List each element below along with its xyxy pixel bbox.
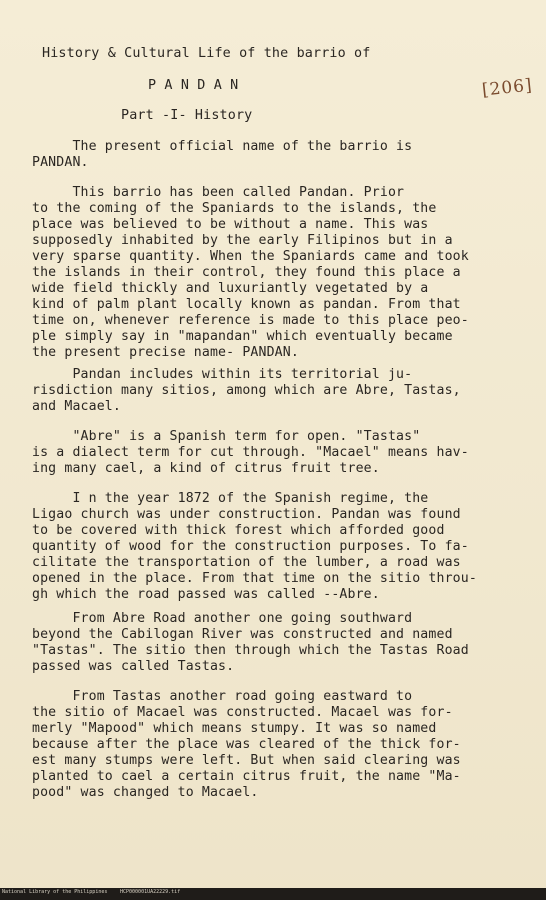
text-line: beyond the Cabilogan River was constructed and named [32,627,453,642]
text-line: place was believed to be without a name. This was [32,217,429,232]
text-line: to be covered with thick forest which afforded good [32,523,445,538]
text-line: gh which the road passed was called --Abre. [32,587,380,602]
text-line: "Tastas". The sitio then through which the Tastas Road [32,643,469,658]
handwritten-page-number: [206] [481,75,534,101]
text-line: merly "Mapood" which means stumpy. It was so named [32,721,437,736]
text-line: passed was called Tastas. [32,659,235,674]
text-line: cilitate the transportation of the lumber, a road was [32,555,461,570]
footer-source: National Library of the Philippines [2,889,108,895]
text-line: From Tastas another road going eastward to [32,689,413,704]
text-line: wide field thickly and luxuriantly vegetated by a [32,281,429,296]
document-heading: History & Cultural Life of the barrio of [42,46,371,61]
text-line: and Macael. [32,399,121,414]
text-line: ing many cael, a kind of citrus fruit tree. [32,461,380,476]
text-line: "Abre" is a Spanish term for open. "Tastas" [32,429,421,444]
text-line: risdiction many sitios, among which are Abre, Tastas, [32,383,461,398]
text-line: very sparse quantity. When the Spaniards came and took [32,249,469,264]
barrio-name: P A N D A N [148,78,239,93]
text-line: the islands in their control, they found this place a [32,265,461,280]
footer-filename: HCP000001UA22229.tif [120,889,181,895]
text-line: I n the year 1872 of the Spanish regime, the [32,491,429,506]
text-line: From Abre Road another one going southward [32,611,413,626]
part-heading: Part -I- History [121,108,253,123]
text-line: quantity of wood for the construction purposes. To fa- [32,539,469,554]
text-line: opened in the place. From that time on the sitio throu- [32,571,477,586]
text-line: The present official name of the barrio is [32,139,413,154]
text-line: is a dialect term for cut through. "Macael" means hav- [32,445,469,460]
text-line: supposedly inhabited by the early Filipinos but in a [32,233,453,248]
text-line: to the coming of the Spaniards to the islands, the [32,201,437,216]
text-line: Ligao church was under construction. Pandan was found [32,507,461,522]
text-line: because after the place was cleared of the thick for- [32,737,461,752]
text-line: pood" was changed to Macael. [32,785,259,800]
text-line: est many stumps were left. But when said clearing was [32,753,461,768]
text-line: ple simply say in "mapandan" which eventually became [32,329,453,344]
text-line: kind of palm plant locally known as pandan. From that [32,297,461,312]
scan-footer [0,888,546,900]
text-line: the present precise name- PANDAN. [32,345,299,360]
text-line: time on, whenever reference is made to this place peo- [32,313,469,328]
text-line: planted to cael a certain citrus fruit, the name "Ma- [32,769,461,784]
text-line: PANDAN. [32,155,89,170]
text-line: Pandan includes within its territorial ju- [32,367,413,382]
text-line: This barrio has been called Pandan. Prior [32,185,405,200]
text-line: the sitio of Macael was constructed. Macael was for- [32,705,453,720]
